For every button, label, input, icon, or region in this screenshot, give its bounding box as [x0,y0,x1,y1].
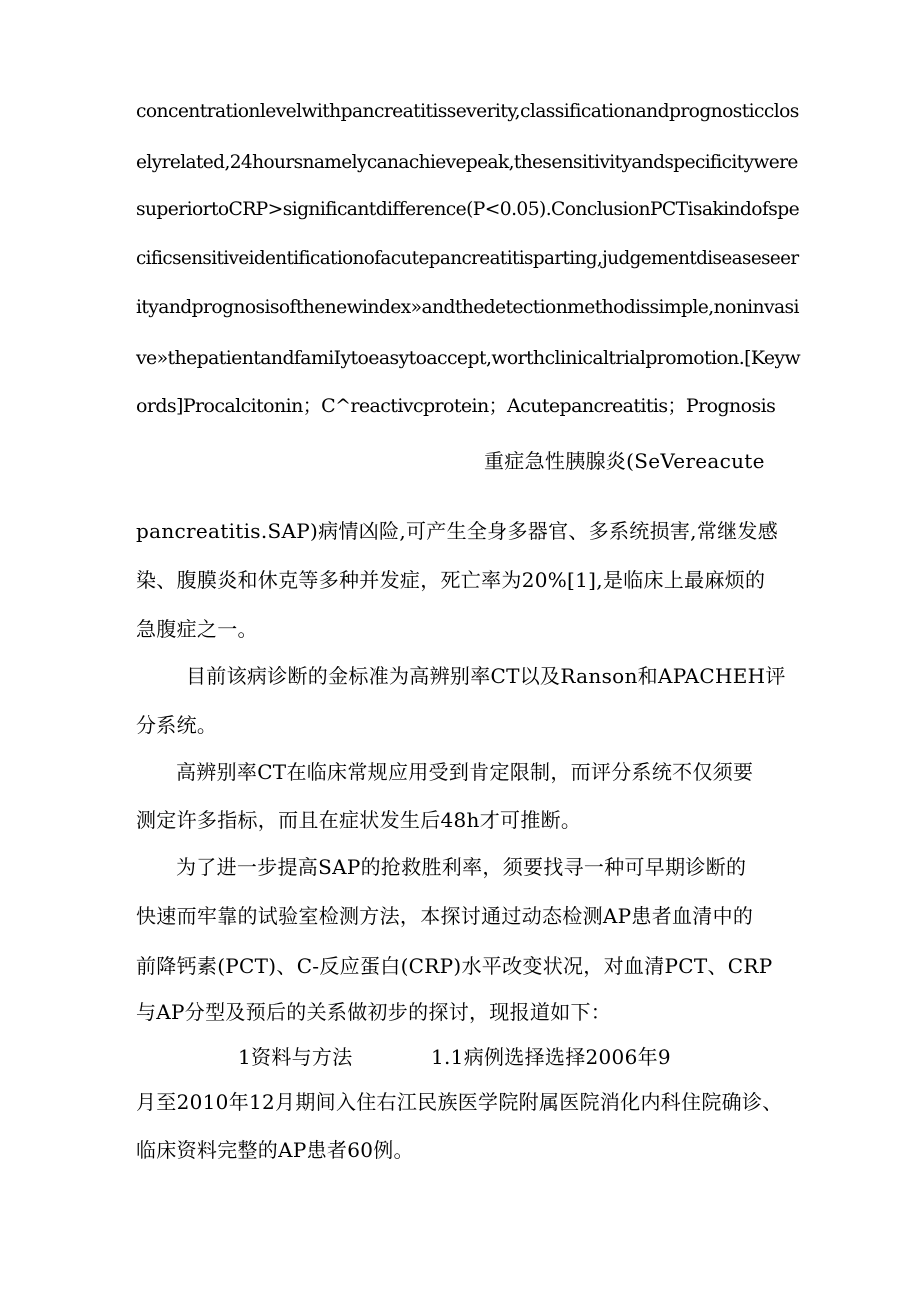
body-line: 急腹症之一。 [136,617,258,641]
abstract-line: elyrelated,24hoursnamelycanachievepeak,thesensitivityandspecificitywere [136,152,798,173]
body-line: 染、腹膜炎和休克等多种并发症，死亡率为20%[1],是临床上最麻烦的 [136,568,766,592]
body-line: 快速而牢靠的试验室检测方法，本探讨通过动态检测AP患者血清中的 [136,904,754,928]
abstract-line: ityandprognosisofthenewindex»andthedetectionmethodissimple,noninvasi [136,297,799,318]
abstract-line: superiortoCRP>significantdifference(P<0.05).ConclusionPCTisakindofspe [136,199,800,220]
body-line: 测定许多指标，而且在症状发生后48h才可推断。 [136,808,582,832]
body-line: 与AP分型及预后的关系做初步的探讨，现报道如下： [136,1000,612,1024]
body-line: 月至2010年12月期间入住右江民族医学院附属医院消化内科住院确诊、 [136,1090,783,1114]
abstract-line: concentrationlevelwithpancreatitisseverity,classificationandprognosticclos [136,101,799,122]
section-heading: 1资料与方法 [238,1045,353,1069]
abstract-line: ve»thepatientandfamiIytoeasytoaccept,worthclinicaltrialpromotion.[Keyw [136,347,801,369]
body-line: pancreatitis.SAP)病情凶险,可产生全身多器官、多系统损害,常继发感 [136,519,779,543]
abstract-line: cificsensitiveidentificationofacutepancreatitisparting,judgementdiseaseseer [136,248,799,269]
body-line: 目前该病诊断的金标准为高辨别率CT以及Ranson和APACHEH评 [186,664,786,688]
body-line: 分系统。 [136,713,218,737]
body-line: 重症急性胰腺炎(SeVereacute [484,449,765,473]
subsection-heading: 1.1病例选择选择2006年9 [431,1045,671,1069]
body-line: 为了进一步提高SAP的抢救胜利率，须要找寻一种可早期诊断的 [176,855,747,879]
body-line: 前降钙素(PCT)、C-反应蛋白(CRP)水平改变状况，对血清PCT、CRP [136,954,773,978]
body-line: 临床资料完整的AP患者60例。 [136,1138,414,1162]
keywords-line: ords]Procalcitonin；C^reactivcprotein；Acutepancreatitis；Prognosis [136,395,776,417]
body-line: 高辨别率CT在临床常规应用受到肯定限制，而评分系统不仅须要 [176,760,754,784]
